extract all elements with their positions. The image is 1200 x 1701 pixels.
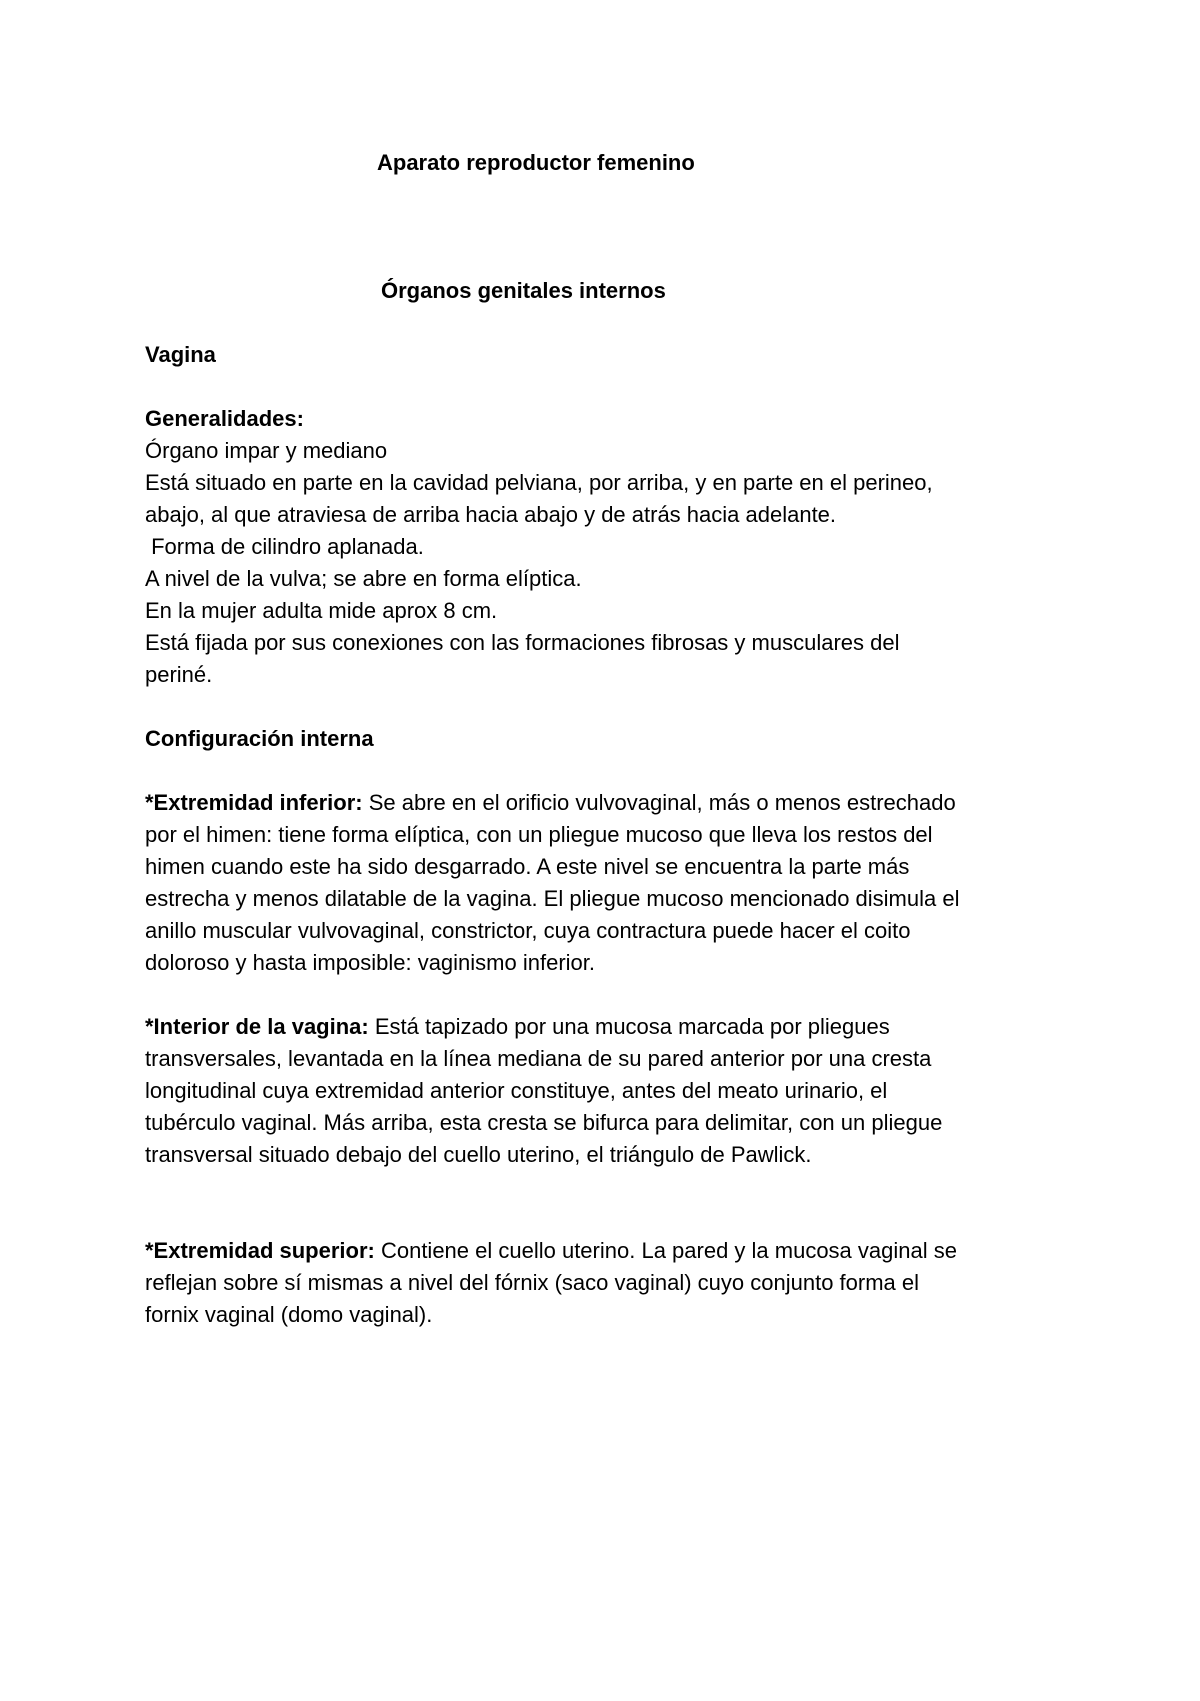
- paragraph-text: Se abre en el orificio vulvovaginal, más o menos estrechado: [362, 790, 956, 815]
- paragraph-line: longitudinal cuya extremidad anterior constituye, antes del meato urinario, el: [145, 1078, 888, 1103]
- generalidades-line: periné.: [145, 662, 213, 687]
- document-title: Aparato reproductor femenino: [377, 150, 695, 175]
- generalidades-heading: Generalidades:: [145, 406, 304, 431]
- document-body: [145, 339, 1075, 1331]
- paragraph-extremidad-inferior: [145, 787, 1075, 979]
- configuracion-heading: Configuración interna: [145, 726, 374, 751]
- subject-heading: Vagina: [145, 342, 216, 367]
- paragraph-text: Está tapizado por una mucosa marcada por pliegues: [368, 1014, 890, 1039]
- paragraph-line: por el himen: tiene forma elíptica, con un pliegue mucoso que lleva los restos del: [145, 822, 933, 847]
- paragraph-line: doloroso y hasta imposible: vaginismo inferior.: [145, 950, 596, 975]
- generalidades-line: Órgano impar y mediano: [145, 438, 388, 463]
- generalidades-line: abajo, al que atraviesa de arriba hacia abajo y de atrás hacia adelante.: [145, 502, 837, 527]
- paragraph-interior-vagina: [145, 1011, 1075, 1171]
- paragraph-line: estrecha y menos dilatable de la vagina. El pliegue mucoso mencionado disimula el: [145, 886, 960, 911]
- generalidades-line: Forma de cilindro aplanada.: [145, 534, 424, 559]
- paragraph-text: Contiene el cuello uterino. La pared y la mucosa vaginal se: [374, 1238, 957, 1263]
- paragraph-line: [145, 1235, 1075, 1267]
- section-title: Órganos genitales internos: [381, 278, 666, 303]
- paragraph-line: transversales, levantada en la línea mediana de su pared anterior por una cresta: [145, 1046, 932, 1071]
- paragraph-line: reflejan sobre sí mismas a nivel del fórnix (saco vaginal) cuyo conjunto forma el: [145, 1270, 920, 1295]
- paragraph-line: [145, 1011, 1075, 1043]
- generalidades-line: Está situado en parte en la cavidad pelviana, por arriba, y en parte en el perineo,: [145, 470, 933, 495]
- paragraph-line: [145, 787, 1075, 819]
- generalidades-line: A nivel de la vulva; se abre en forma elíptica.: [145, 566, 582, 591]
- paragraph-line: himen cuando este ha sido desgarrado. A este nivel se encuentra la parte más: [145, 854, 910, 879]
- paragraph-lead: *Interior de la vagina:: [145, 1014, 369, 1039]
- paragraph-line: transversal situado debajo del cuello uterino, el triángulo de Pawlick.: [145, 1142, 812, 1167]
- paragraph-lead: *Extremidad superior:: [145, 1238, 375, 1263]
- paragraph-extremidad-superior: [145, 1235, 1075, 1331]
- paragraph-line: anillo muscular vulvovaginal, constrictor, cuya contractura puede hacer el coito: [145, 918, 911, 943]
- generalidades-line: En la mujer adulta mide aprox 8 cm.: [145, 598, 498, 623]
- paragraph-lead: *Extremidad inferior:: [145, 790, 363, 815]
- paragraph-line: fornix vaginal (domo vaginal).: [145, 1302, 433, 1327]
- generalidades-list: [145, 435, 1075, 691]
- generalidades-line: Está fijada por sus conexiones con las formaciones fibrosas y musculares del: [145, 630, 900, 655]
- paragraph-line: tubérculo vaginal. Más arriba, esta cresta se bifurca para delimitar, con un pliegue: [145, 1110, 943, 1135]
